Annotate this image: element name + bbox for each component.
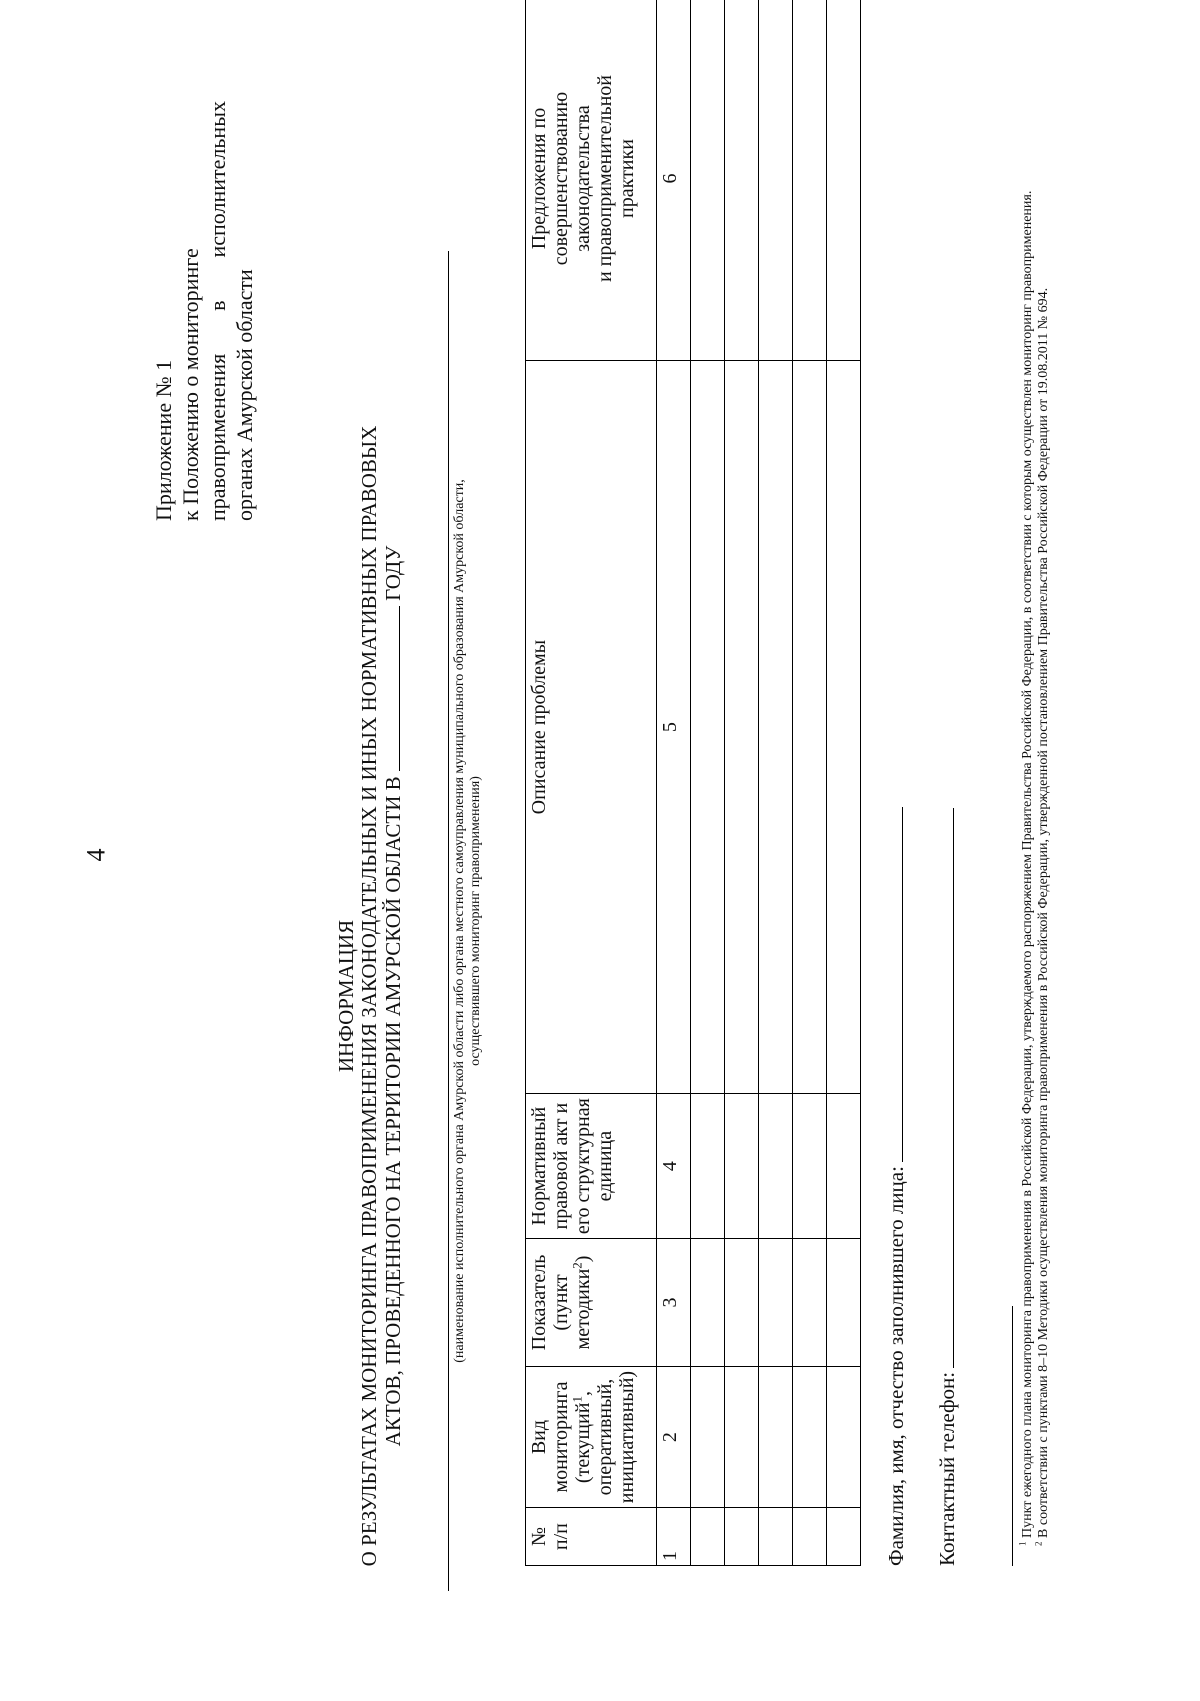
table-cell xyxy=(827,1366,861,1507)
annex-line: к Положению о мониторинге xyxy=(178,248,203,521)
header-legal-act: Нормативный правовой акт и его структурная единица xyxy=(526,1094,657,1239)
annex-block xyxy=(150,101,258,521)
title-line xyxy=(381,371,405,1621)
year-blank-line xyxy=(381,606,400,771)
filled-by-label: Фамилия, имя, отчество заполнившего лица: xyxy=(884,1166,908,1566)
table-cell xyxy=(759,0,793,361)
footnote-separator xyxy=(1012,1306,1013,1566)
table-cell xyxy=(827,1508,861,1566)
table-cell xyxy=(691,1239,725,1367)
header-proposals: Предложения по совершенствованию законодательства и правоприменительной практики xyxy=(526,0,657,361)
table-cell xyxy=(691,1094,725,1239)
page-number: 4 xyxy=(81,848,111,862)
phone-field xyxy=(935,808,960,1566)
table-cell xyxy=(759,361,793,1094)
table-row xyxy=(793,0,827,1566)
phone-label: Контактный телефон: xyxy=(935,1371,959,1566)
caption-line: осуществившего мониторинг правоприменения) xyxy=(468,776,483,1066)
table-cell xyxy=(827,0,861,361)
document-title xyxy=(335,371,405,1621)
table-cell xyxy=(793,1366,827,1507)
table-cell: 5 xyxy=(657,361,691,1094)
table-cell xyxy=(793,0,827,361)
table-cell xyxy=(725,1366,759,1507)
caption-line: (наименование исполнительного органа Амурской области либо органа местного самоуправления муниципального образования Амурской области, xyxy=(452,479,467,1363)
title-line: ИНФОРМАЦИЯ xyxy=(334,919,358,1073)
annex-line: Приложение № 1 xyxy=(151,359,176,521)
table-cell: 4 xyxy=(657,1094,691,1239)
table-cell xyxy=(725,0,759,361)
table-row xyxy=(759,0,793,1566)
annex-line xyxy=(204,101,231,521)
table-cell xyxy=(827,1094,861,1239)
table-row xyxy=(725,0,759,1566)
table-cell xyxy=(725,1508,759,1566)
table-cell: 2 xyxy=(657,1366,691,1507)
filled-by-line xyxy=(884,807,903,1162)
table-cell xyxy=(725,1239,759,1367)
column-number-row xyxy=(657,0,691,1566)
table-row xyxy=(691,0,725,1566)
table-cell xyxy=(793,1239,827,1367)
table-cell: 3 xyxy=(657,1239,691,1367)
monitoring-table xyxy=(525,0,861,1566)
filled-by-field xyxy=(884,807,909,1566)
table-row xyxy=(827,0,861,1566)
table-cell xyxy=(759,1094,793,1239)
table-cell: 1 xyxy=(657,1508,691,1566)
footnote-2: $^2$ В соответствии с пунктами 8–10 Методики осуществления мониторинга правоприменения в Российской Федерации, утвержденной постановлением Правительства Российской Федерации от 19.08.2011 № 694. xyxy=(1033,287,1051,1546)
title-text: ГОДУ xyxy=(381,545,405,601)
annex-word: правоприменения xyxy=(205,353,230,521)
table-cell xyxy=(691,1508,725,1566)
phone-line xyxy=(935,808,954,1368)
annex-word: исполнительных xyxy=(205,101,230,258)
table-cell xyxy=(725,1094,759,1239)
table-cell: 6 xyxy=(657,0,691,361)
organ-name-line xyxy=(448,251,449,1591)
table-cell xyxy=(793,1094,827,1239)
title-text: АКТОВ, ПРОВЕДЕННОГО НА ТЕРРИТОРИИ АМУРСКОЙ ОБЛАСТИ В xyxy=(381,776,405,1447)
annex-line: органах Амурской области xyxy=(232,269,257,521)
table-cell xyxy=(691,1366,725,1507)
header-number: № п/п xyxy=(526,1508,657,1566)
table-cell xyxy=(793,361,827,1094)
table-cell xyxy=(827,1239,861,1367)
title-line: О РЕЗУЛЬТАТАХ МОНИТОРИНГА ПРАВОПРИМЕНЕНИЯ ЗАКОНОДАТЕЛЬНЫХ И ИНЫХ НОРМАТИВНЫХ ПРАВОВЫХ xyxy=(357,425,381,1567)
header-indicator: Показатель (пункт методики$^2$) xyxy=(526,1239,657,1367)
header-problem-description: Описание проблемы xyxy=(526,361,657,1094)
table-cell xyxy=(725,361,759,1094)
table-cell xyxy=(793,1508,827,1566)
table-cell xyxy=(691,0,725,361)
footnotes xyxy=(1017,76,1052,1566)
table-cell xyxy=(691,361,725,1094)
footnote-1: $^1$ Пункт ежегодного плана мониторинга правоприменения в Российской Федерации, утверждаемого распоряжением Правительства Российской Федерации, в соответствии с которым осуществлен мониторинг правоприменения. xyxy=(1017,190,1035,1546)
table-cell xyxy=(759,1508,793,1566)
table-cell xyxy=(759,1239,793,1367)
organ-name-caption xyxy=(452,251,484,1591)
annex-word: в xyxy=(205,300,230,311)
table-cell xyxy=(827,361,861,1094)
table-cell xyxy=(759,1366,793,1507)
header-monitoring-type: Вид мониторинга (текущий$^1$, оперативный, инициативный) xyxy=(526,1366,657,1507)
